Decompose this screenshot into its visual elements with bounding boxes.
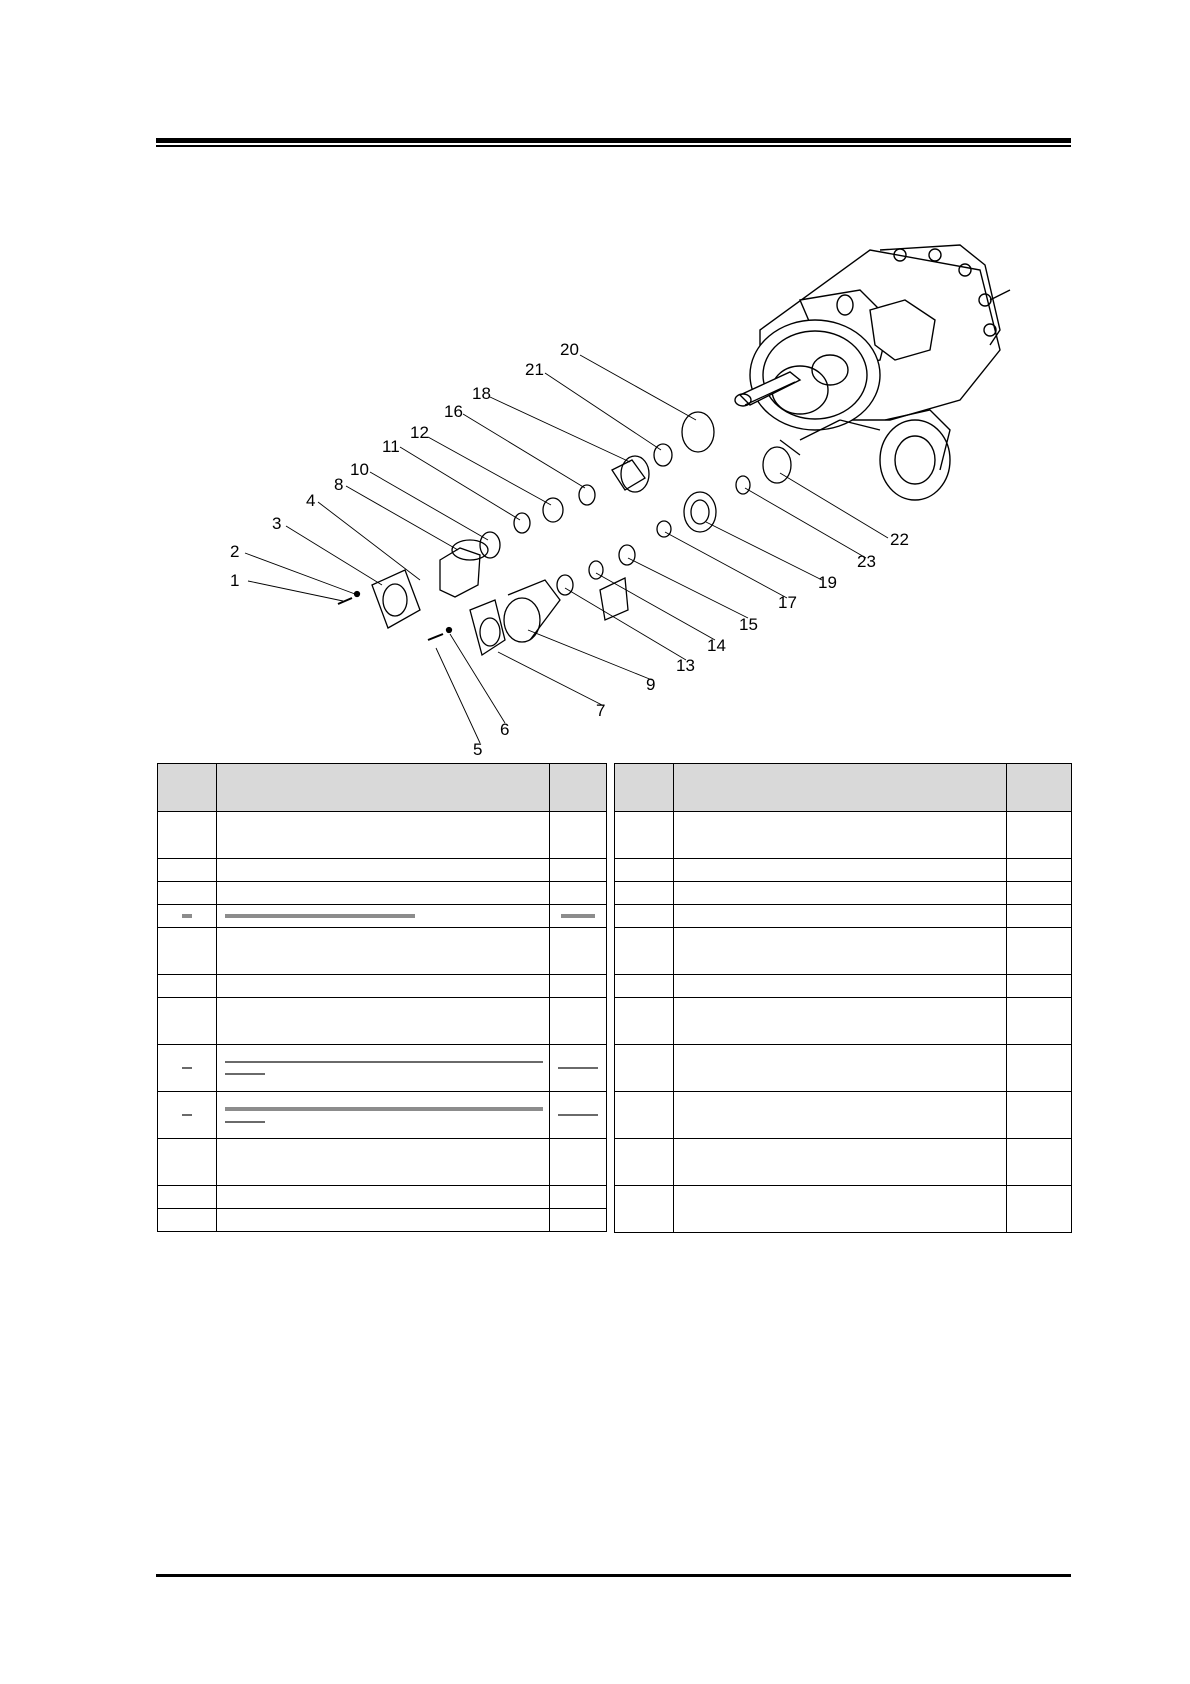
table-row (615, 998, 1072, 1045)
table-row-redacted (158, 905, 607, 928)
table-row (158, 928, 607, 975)
table-row (158, 859, 607, 882)
table-row (615, 1139, 1072, 1186)
callout-13: 13 (676, 656, 695, 675)
redacted-bar (182, 1067, 192, 1069)
callout-15: 15 (739, 615, 758, 634)
callout-17: 17 (778, 593, 797, 612)
callout-7: 7 (596, 701, 606, 720)
callout-2: 2 (230, 542, 240, 561)
redacted-bar (561, 914, 595, 918)
callout-19: 19 (818, 573, 837, 592)
callout-11: 11 (382, 437, 400, 456)
callout-4: 4 (306, 491, 316, 510)
table-row-redacted (158, 1045, 607, 1092)
table-row (615, 1092, 1072, 1139)
exploded-parts-diagram (0, 0, 1190, 760)
table-row (158, 1139, 607, 1186)
exploded-parts (338, 382, 800, 655)
callout-1: 1 (230, 571, 240, 590)
table-row (615, 1186, 1072, 1233)
callout-18: 18 (472, 384, 491, 403)
table-row (615, 812, 1072, 859)
callout-6: 6 (500, 720, 510, 739)
redacted-bar (225, 1107, 543, 1111)
redacted-bar (558, 1067, 598, 1069)
callout-22: 22 (890, 530, 909, 549)
callout-21: 21 (525, 360, 544, 379)
table-row (615, 905, 1072, 928)
table-row (158, 882, 607, 905)
redacted-bar (225, 1061, 543, 1063)
callout-23: 23 (857, 552, 876, 571)
table-row-redacted (158, 1092, 607, 1139)
table-header-row (158, 764, 607, 812)
callout-14: 14 (707, 636, 726, 655)
compressor-housing (735, 245, 1010, 500)
callout-9: 9 (646, 675, 656, 694)
callout-16: 16 (444, 402, 463, 421)
callout-10: 10 (350, 460, 369, 479)
redacted-bar (225, 914, 415, 918)
table-row (158, 812, 607, 859)
parts-table-left (157, 763, 607, 1232)
table-row (615, 859, 1072, 882)
redacted-bar (182, 1114, 192, 1116)
table-row (158, 998, 607, 1045)
callout-5: 5 (473, 740, 483, 759)
footer-rule (156, 1574, 1071, 1577)
table-row (615, 1045, 1072, 1092)
redacted-bar (225, 1073, 265, 1075)
table-row (158, 975, 607, 998)
redacted-bar (182, 914, 192, 918)
table-row (615, 975, 1072, 998)
callout-3: 3 (272, 514, 282, 533)
table-row (615, 928, 1072, 975)
table-row (158, 1209, 607, 1232)
redacted-bar (225, 1121, 265, 1123)
table-header-row (615, 764, 1072, 812)
callout-12: 12 (410, 423, 429, 442)
callout-20: 20 (560, 340, 579, 359)
table-row (158, 1186, 607, 1209)
parts-table-right (614, 763, 1072, 1233)
callout-8: 8 (334, 475, 344, 494)
table-row (615, 882, 1072, 905)
redacted-bar (558, 1114, 598, 1116)
